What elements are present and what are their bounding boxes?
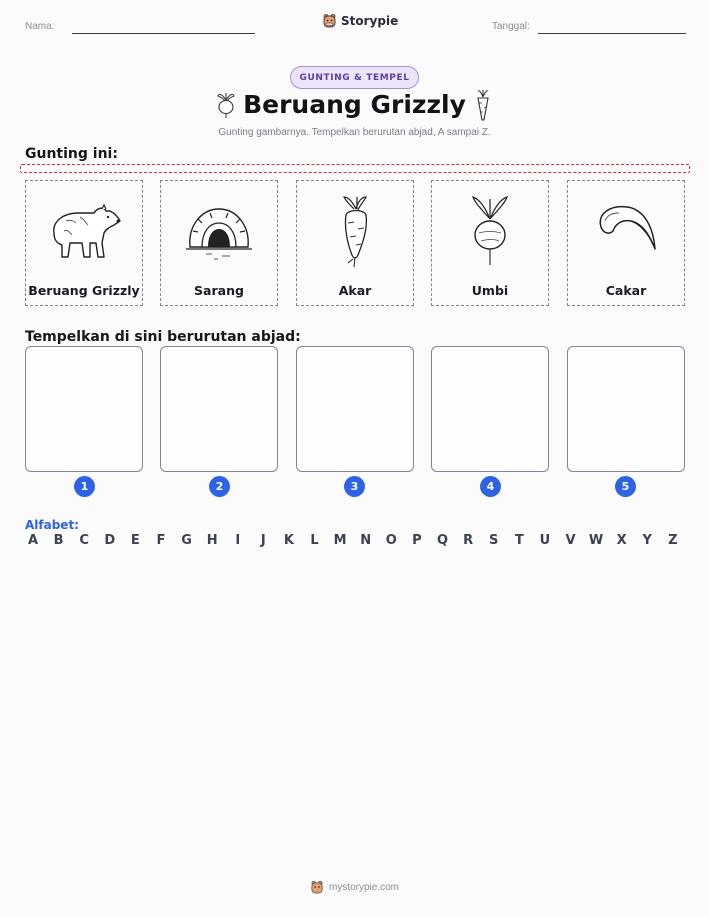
alphabet-letter: T: [514, 533, 524, 548]
bear-icon: [44, 199, 124, 263]
alphabet-letter: R: [463, 533, 474, 548]
mascot-icon: [322, 13, 337, 28]
claw-icon: [591, 199, 661, 263]
alphabet-letter: Z: [668, 533, 678, 548]
alphabet-letter: S: [489, 533, 499, 548]
alphabet-letter: W: [588, 533, 604, 548]
footer-url[interactable]: mystorypie.com: [328, 881, 399, 893]
alphabet-letter: J: [260, 533, 266, 548]
alphabet-letter: G: [181, 533, 192, 548]
card-label: Sarang: [194, 283, 244, 298]
alphabet-letter: B: [53, 533, 64, 548]
paste-slot-5[interactable]: [567, 346, 685, 472]
paste-slot-1[interactable]: [25, 346, 143, 472]
alphabet-letter: X: [616, 533, 627, 548]
date-label: Tanggal:: [492, 21, 530, 32]
slot-number: 2: [209, 476, 230, 497]
name-label: Nama:: [25, 21, 55, 32]
alphabet-letter: I: [235, 533, 241, 548]
alphabet-letter: N: [360, 533, 372, 548]
alphabet-row: [25, 533, 685, 548]
bulb-icon: [465, 193, 515, 269]
footer: [0, 880, 709, 894]
alphabet-letter: K: [283, 533, 294, 548]
den-icon: [184, 199, 254, 263]
card-label: Beruang Grizzly: [28, 283, 140, 298]
card-label: Umbi: [471, 283, 509, 298]
alphabet-letter: P: [412, 533, 422, 548]
card-label: Akar: [338, 283, 372, 298]
card-label: Cakar: [605, 283, 647, 298]
instructions: Gunting gambarnya. Tempelkan berurutan abjad, A sampai Z.: [218, 127, 491, 138]
paste-slot-4[interactable]: [431, 346, 549, 472]
alphabet-letter: V: [565, 533, 576, 548]
cut-line: [20, 164, 690, 173]
alphabet-letter: C: [79, 533, 89, 548]
alphabet-letter: Q: [436, 533, 449, 548]
slot-number: 4: [480, 476, 501, 497]
paste-slot-3[interactable]: [296, 346, 414, 472]
cut-card-bear[interactable]: [25, 180, 143, 306]
cut-card-bulb[interactable]: [431, 180, 549, 306]
alphabet-letter: D: [104, 533, 116, 548]
name-line[interactable]: [72, 33, 255, 34]
date-line[interactable]: [538, 33, 686, 34]
mascot-icon: [310, 880, 324, 894]
paste-slot-2[interactable]: [160, 346, 278, 472]
page-title: Beruang Grizzly: [243, 90, 466, 119]
paste-heading: Tempelkan di sini berurutan abjad:: [25, 329, 301, 345]
cut-heading: Gunting ini:: [25, 146, 118, 162]
alphabet-heading: Alfabet:: [25, 518, 79, 532]
brand-logo: [322, 13, 398, 28]
alphabet-letter: U: [539, 533, 551, 548]
alphabet-letter: F: [156, 533, 166, 548]
alphabet-letter: L: [310, 533, 319, 548]
root-icon: [330, 193, 380, 269]
activity-badge: GUNTING & TEMPEL: [290, 66, 419, 89]
slot-number: 5: [615, 476, 636, 497]
cut-card-den[interactable]: [160, 180, 278, 306]
carrot-right-icon: [472, 88, 494, 122]
alphabet-letter: A: [27, 533, 39, 548]
alphabet-letter: H: [206, 533, 218, 548]
alphabet-letter: E: [130, 533, 140, 548]
alphabet-letter: O: [385, 533, 397, 548]
cut-card-root[interactable]: [296, 180, 414, 306]
slot-number: 1: [74, 476, 95, 497]
alphabet-letter: M: [333, 533, 347, 548]
alphabet-letter: Y: [642, 533, 652, 548]
slot-number: 3: [344, 476, 365, 497]
cut-card-claw[interactable]: [567, 180, 685, 306]
brand-name: Storypie: [341, 13, 399, 28]
